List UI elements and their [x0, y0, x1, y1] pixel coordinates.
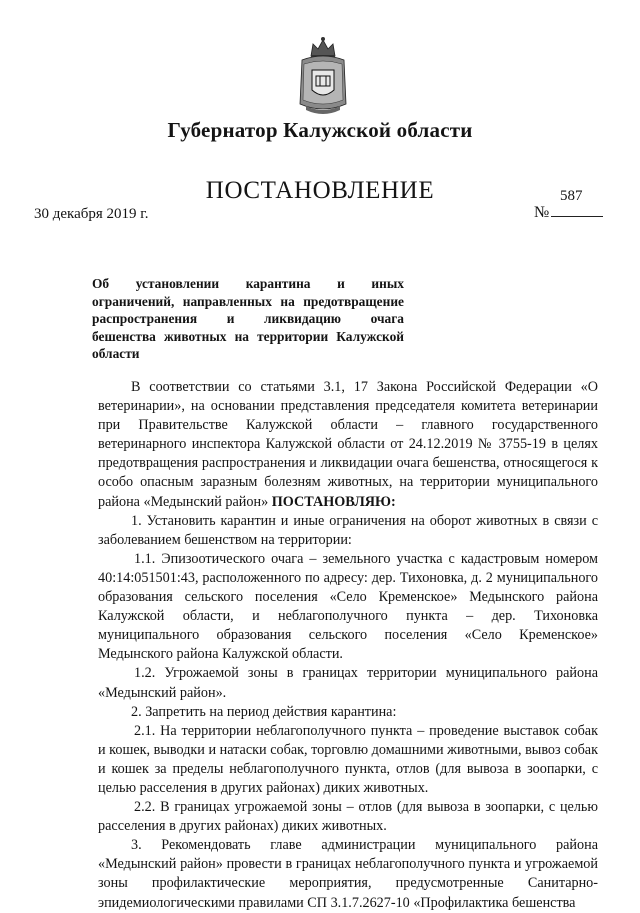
preamble-paragraph — [98, 378, 598, 512]
number-label: № — [534, 204, 550, 221]
title-line: Об установлении карантина и иных — [92, 276, 404, 291]
title-line: области — [92, 346, 140, 362]
decree-word: ПОСТАНОВЛЯЮ: — [271, 493, 396, 510]
document-body — [98, 378, 598, 913]
clause-1: 1. Установить карантин и иные ограничения на оборот животных в связи с заболеванием бешенством на территории: — [98, 512, 598, 548]
document-title — [92, 275, 404, 363]
clause-3: 3. Рекомендовать главе администрации муниципального района «Медынский район» провести в границах неблагополучного пункта и угрожаемой зоны профилактические мероприятия, предусмотренные Санитарно-эпидемиологическими правилами СП 3.1.7.2627-10 «Профилактика бешенства — [98, 837, 598, 911]
clause-2: 2. Запретить на период действия карантина: — [131, 703, 397, 720]
title-line: распространения и ликвидацию очага — [92, 311, 404, 327]
document-date: 30 декабря 2019 г. — [34, 206, 149, 222]
coat-of-arms-emblem — [296, 34, 350, 116]
clause-2-1: 2.1. На территории неблагополучного пункта – проведение выставок собак и кошек, выводки и натаски собак, торговлю домашними животными, вывоз собак и кошек за пределы неблагополучного пункта, отлов (для вывоза в зоопарки, с целью расселения в других районах) диких животных. — [98, 722, 598, 796]
clause-1-2: 1.2. Угрожаемой зоны в границах территории муниципального района «Медынский район». — [98, 665, 598, 701]
document-type: ПОСТАНОВЛЕНИЕ — [205, 177, 435, 204]
number-underline — [551, 204, 603, 217]
authority-title: Губернатор Калужской области — [167, 118, 473, 142]
clause-2-2: 2.2. В границах угрожаемой зоны – отлов (для вывоза в зоопарки, с целью расселения в других районах) диких животных. — [98, 799, 598, 835]
preamble-text: В соответствии со статьями 3.1, 17 Закона Российской Федерации «О ветеринарии», на основании представления председателя комитета ветеринарии при Правительстве Калужской области – главного государственного ветеринарного инспектора Калужской области от 24.12.2019 № 3755-19 в целях предотвращения распространения и ликвидации очага бешенства, относящегося к особо опасным заразным болезням животных, на территории муниципального района «Медынский район» — [98, 379, 598, 510]
title-line: бешенства животных на территории Калужской — [92, 328, 404, 344]
clause-1-1: 1.1. Эпизоотического очага – земельного участка с кадастровым номером 40:14:051501:43, расположенного по адресу: дер. Тихоновка, д. 2 муниципального образования сельского поселения «Село Кременское» Медынского района Калужской области, и неблагополучного пункта – дер. Тихоновка муниципального образования сельского поселения «Село Кременское» Медынского района Калужской области. — [98, 550, 598, 663]
document-number — [534, 204, 603, 222]
number-value: 587 — [560, 188, 583, 204]
title-line: ограничений, направленных на предотвращение — [92, 293, 404, 309]
